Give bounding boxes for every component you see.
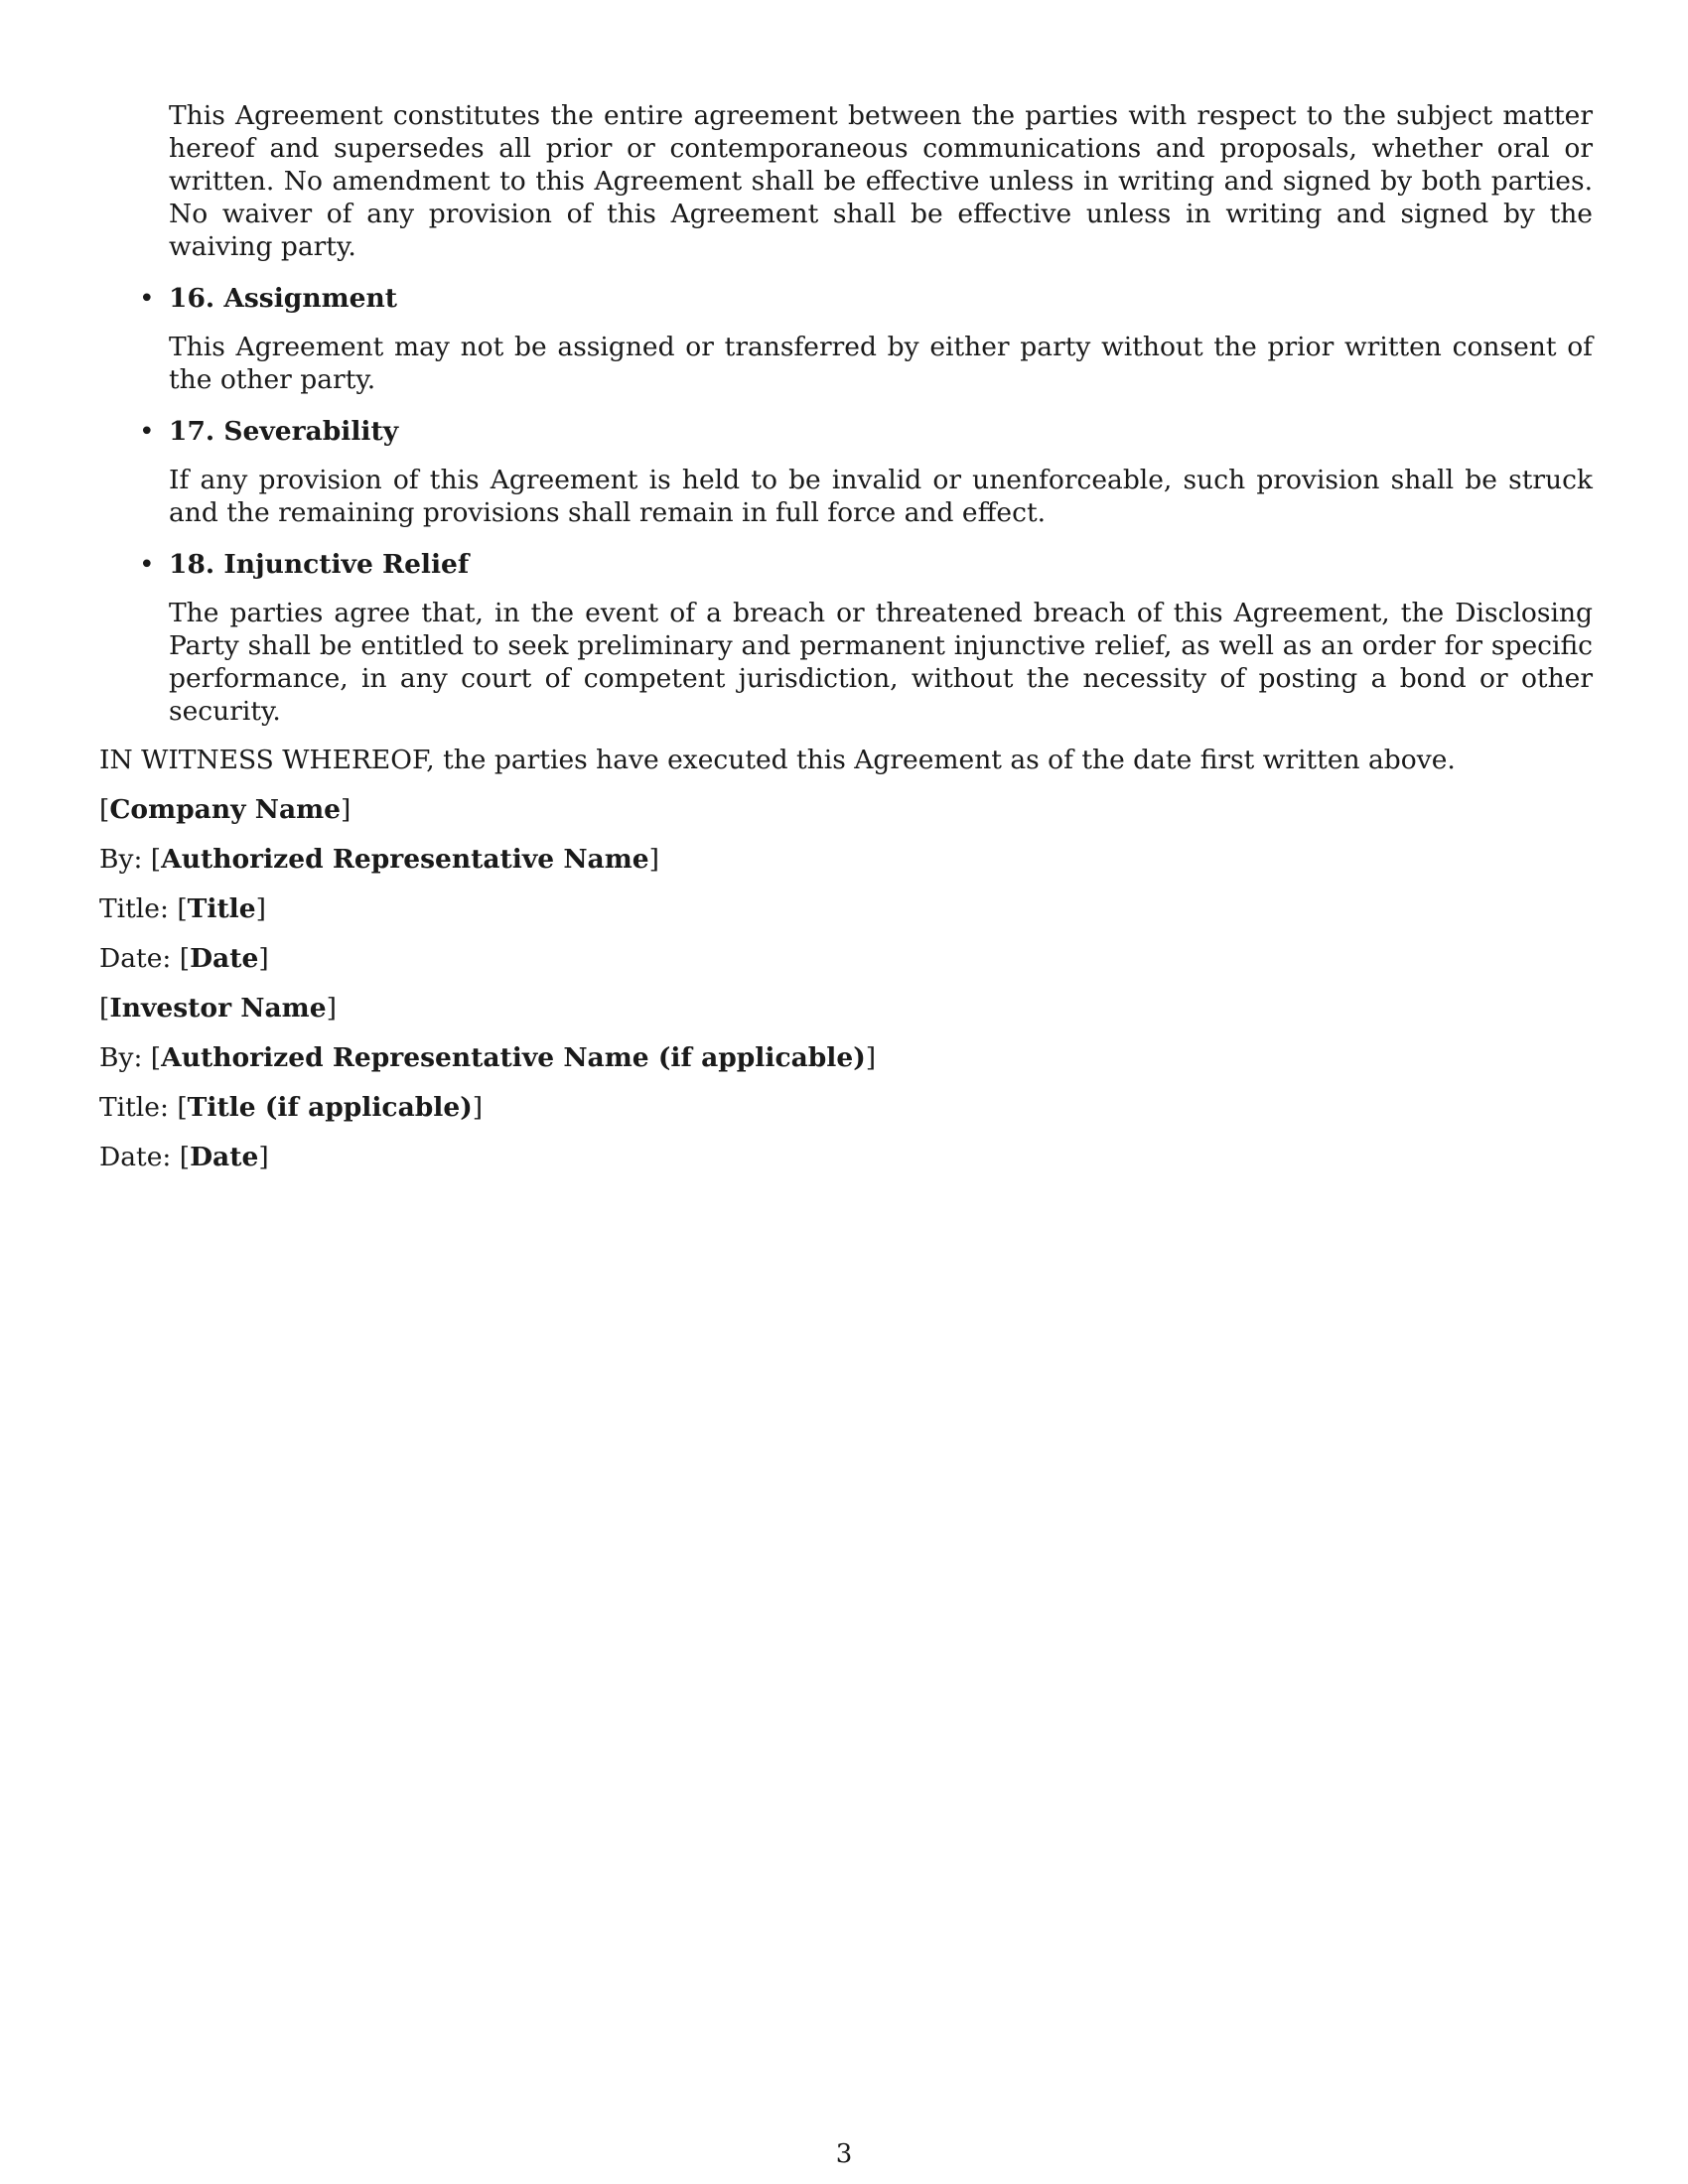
section-heading-text: 17. Severability: [169, 416, 399, 447]
section-heading: [139, 282, 1593, 315]
section-heading-text: 16. Assignment: [169, 283, 397, 314]
investor-signature-block: [99, 992, 1593, 1173]
section-severability: [99, 415, 1593, 529]
company-by-line: By: [Authorized Representative Name]: [99, 844, 659, 875]
company-representative: Authorized Representative Name: [161, 844, 649, 875]
section-body: This Agreement may not be assigned or transferred by either party without the prior written consent of the other party.: [169, 332, 1593, 395]
by-label: By:: [99, 844, 143, 875]
bullet-icon: •: [139, 416, 155, 447]
company-signature-block: [99, 793, 1593, 975]
by-label: By:: [99, 1042, 143, 1073]
document-page: [99, 99, 1593, 1173]
section-body: The parties agree that, in the event of a breach or threatened breach of this Agreement, the Disclosing Party shall be entitled to seek preliminary and permanent injunctive relief, as well as an order for specific performance, in any court of competent jurisdiction, without the necessity of posting a bond or other security.: [169, 598, 1593, 727]
intro-paragraph: This Agreement constitutes the entire agreement between the parties with respect to the subject matter hereof and supersedes all prior or contemporaneous communications and proposals, whether oral or written. No amendment to this Agreement shall be effective unless in writing and signed by both parties. No waiver of any provision of this Agreement shall be effective unless in writing and signed by the waiving party.: [169, 100, 1593, 262]
investor-date: Date: [190, 1142, 259, 1172]
witness-statement: IN WITNESS WHEREOF, the parties have executed this Agreement as of the date first written above.: [99, 745, 1456, 775]
company-title: Title: [187, 893, 256, 924]
title-label: Title:: [99, 893, 169, 924]
investor-date-line: Date: [Date]: [99, 1142, 269, 1172]
investor-name-line: [Investor Name]: [99, 993, 337, 1024]
investor-title: Title (if applicable): [187, 1092, 473, 1123]
bullet-icon: •: [139, 549, 155, 580]
page-number: 3: [835, 2139, 853, 2169]
investor-by-line: By: [Authorized Representative Name (if applicable)]: [99, 1042, 877, 1073]
bullet-icon: •: [139, 283, 155, 314]
company-name-line: [Company Name]: [99, 794, 352, 825]
section-body: If any provision of this Agreement is held to be invalid or unenforceable, such provision shall be struck and the remaining provisions shall remain in full force and effect.: [169, 465, 1593, 528]
company-title-line: Title: [Title]: [99, 893, 266, 924]
company-date-line: Date: [Date]: [99, 943, 269, 974]
date-label: Date:: [99, 1142, 172, 1172]
company-date: Date: [190, 943, 259, 974]
investor-name: Investor Name: [109, 993, 327, 1024]
investor-title-line: Title: [Title (if applicable)]: [99, 1092, 484, 1123]
section-heading: [139, 548, 1593, 581]
date-label: Date:: [99, 943, 172, 974]
investor-representative: Authorized Representative Name (if applicable): [161, 1042, 866, 1073]
section-injunctive-relief: [99, 548, 1593, 728]
company-name: Company Name: [109, 794, 342, 825]
section-assignment: [99, 282, 1593, 396]
section-heading-text: 18. Injunctive Relief: [169, 549, 470, 580]
title-label: Title:: [99, 1092, 169, 1123]
section-heading: [139, 415, 1593, 448]
